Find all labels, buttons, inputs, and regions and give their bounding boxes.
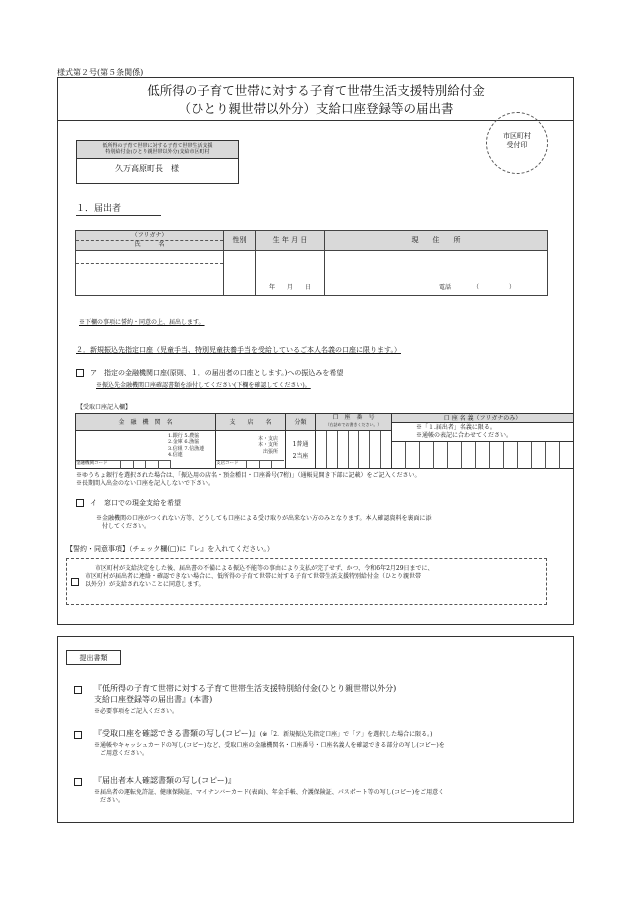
submission-item-2-checkbox[interactable] — [74, 731, 82, 739]
title-line-2: （ひとり親世帯以外分）支給口座登録等の届出書 — [178, 101, 454, 117]
submission-item-1-line-2: 支給口座登録等の届出書』(本書) — [94, 695, 213, 705]
submission-item-3 — [74, 775, 564, 805]
bank-kind-2: 2.金庫 — [168, 439, 183, 446]
pledge-title: 【誓約・同意事項】（チェック欄(□)に『レ』を入れてください。） — [66, 545, 274, 553]
submission-item-2-note — [94, 742, 564, 758]
bank-name-field[interactable] — [76, 431, 216, 468]
bank-kind-5: 5.農協 — [184, 433, 200, 439]
birth-field[interactable] — [256, 251, 325, 296]
submission-item-3-line-1: 『届出者本人確認書類の写し(コピー)』 — [94, 776, 236, 785]
addressee-header — [77, 141, 238, 159]
submission-item-1 — [74, 683, 564, 716]
bank-kind-6: 6.漁協 — [184, 439, 200, 446]
branch-code-boxes[interactable] — [216, 460, 284, 469]
branch-kind-3: 出張所 — [263, 448, 279, 455]
option-b-note-1: ※金融機関の口座がつくれない方等、どうしても口座による受け取りが出来ない方のみとなります。本人確認資料を裏面に添 — [96, 515, 432, 522]
col-account: 口 座 番 号 — [332, 414, 375, 421]
col-name: 氏 名 — [76, 240, 223, 249]
branch-kind-1: 本・支店 — [258, 436, 279, 442]
submission-item-3-note-1: ※届出者の運転免許証、健康保険証、マイナンバーカード(表面)、年金手帳、介護保険証、パスポート等の写し(コピー)をご用意く — [94, 789, 445, 797]
type-current[interactable]: 2当座 — [292, 452, 309, 460]
pledge-text — [85, 565, 543, 588]
title-line-1: 低所得の子育て世帯に対する子育て世帯生活支援特別給付金 — [147, 83, 485, 98]
submission-item-2 — [74, 728, 564, 758]
col-branch: 支 店 名 — [216, 414, 286, 431]
addressee-value[interactable]: 久万高原町長 様 — [115, 164, 179, 173]
header-furigana-name — [76, 231, 224, 251]
name-cell[interactable] — [76, 251, 224, 296]
bank-kind-1: 1.銀行 — [168, 433, 183, 439]
bank-kind-3: 3.信組 — [168, 445, 183, 452]
addressee-header-1: 低所得の子育て世帯に対する子育て世帯生活支援 — [102, 143, 213, 149]
applicant-table — [75, 230, 548, 296]
section1-title-underline — [76, 215, 161, 216]
form-title — [60, 82, 572, 118]
phone-field[interactable]: （ ） — [472, 284, 515, 292]
bank-code-label: 金融機関コード — [76, 461, 121, 469]
option-a[interactable] — [76, 369, 343, 378]
holder-note-2: ※通帳の表記に合わせてください。 — [416, 431, 513, 439]
account-number-field[interactable] — [316, 431, 392, 468]
birth-date-units: 年 月 日 — [268, 284, 311, 292]
submission-item-1-text — [94, 683, 564, 705]
addressee-header-2: 特別給付金(ひとり親世帯以外分)支給市区町村 — [105, 149, 210, 156]
bank-kind-7: 7.信漁連 — [184, 445, 205, 452]
bank-table — [75, 413, 574, 469]
pledge-box — [66, 558, 547, 605]
yucho-note-2: ※長期間入出金のない口座を記入しないで下さい。 — [76, 479, 215, 487]
submission-item-3-note-2: ださい。 — [100, 796, 125, 804]
submission-label: 提出書類 — [66, 650, 121, 665]
branch-name-field[interactable] — [216, 431, 286, 468]
option-b-note — [96, 515, 556, 531]
col-account-cell — [316, 414, 392, 431]
col-furigana: （フリガナ） — [131, 232, 168, 240]
phone-label: 電話 — [439, 284, 452, 292]
col-holder: 口 座 名 義（フリガナのみ） — [392, 414, 573, 423]
option-b-label: イ 窓口での現金支給を希望 — [90, 499, 181, 507]
section2-title: ２．新規振込先指定口座（児童手当、特別児童扶養手当を受給しているご本人名義の口座に限ります。） — [76, 346, 401, 354]
name-field[interactable] — [76, 264, 223, 295]
submission-item-2-text — [94, 728, 564, 739]
form-number: 様式第２号(第５条関係) — [57, 68, 144, 77]
submission-item-3-note — [94, 789, 564, 805]
option-a-note: ※振込先金融機関口座確認書類を添付してください(下欄を確認してください)。 — [96, 382, 311, 389]
submission-item-2-note-1: ※通帳やキャッシュカードの写し(コピー)など、受取口座の金融機関名・口座番号・口座名義人を確認できる部分の写し(コピー)を — [94, 742, 445, 750]
yucho-notes — [76, 472, 421, 488]
submission-item-2-note-2: ご用意ください。 — [100, 749, 149, 757]
col-type: 分類 — [286, 414, 316, 431]
branch-kinds — [258, 436, 278, 455]
furigana-field[interactable] — [76, 251, 223, 264]
holder-notes — [416, 424, 512, 440]
account-type-field[interactable] — [286, 431, 316, 468]
bank-kind-4: 4.信連 — [168, 451, 183, 458]
option-b-note-2: 付してください。 — [102, 522, 151, 530]
holder-note-1: ※「１.届出者」名義に限る。 — [416, 424, 496, 431]
bank-kinds — [168, 433, 204, 458]
section1-title: １．届出者 — [76, 204, 122, 214]
stamp-label-2: 受付印 — [506, 141, 528, 150]
agree-note: ※下欄の事項に誓約・同意の上、届出します。 — [79, 319, 205, 326]
col-birth: 生 年 月 日 — [256, 231, 325, 251]
holder-field[interactable] — [392, 441, 573, 469]
col-sex: 性別 — [224, 231, 256, 251]
branch-kind-2: 本・支所 — [258, 442, 279, 449]
pledge-text-1: 市区町村が支給決定をした後、届出書の不備による振込不能等の事由により支払が完了せず、かつ、令和6年2月29日までに、 — [95, 565, 434, 572]
reception-stamp — [486, 112, 548, 174]
option-a-checkbox[interactable] — [76, 369, 84, 377]
col-account-sub: （右詰めでお書きください。） — [325, 421, 382, 427]
option-b-checkbox[interactable] — [76, 499, 84, 507]
bank-section-label: 【受取口座記入欄】 — [77, 404, 132, 411]
pledge-text-3: 以外分）が支給されないことに同意します。 — [85, 580, 205, 588]
option-a-label: ア 指定の金融機関口座(原則、１．の届出者の口座とします。)への振込みを希望 — [90, 369, 344, 377]
submission-item-3-checkbox[interactable] — [74, 778, 82, 786]
yucho-note-1: ※ゆうちょ銀行を選択された場合は、「振込用の店名・預金種目・口座番号(7桁)」（通帳見開き下部に記載）をご記入ください。 — [76, 472, 421, 479]
pledge-checkbox[interactable] — [71, 578, 79, 586]
branch-code-label: 支店コード — [216, 461, 247, 469]
bank-code-boxes[interactable] — [76, 460, 171, 469]
address-field[interactable] — [325, 251, 548, 296]
submission-item-1-checkbox[interactable] — [74, 686, 82, 694]
stamp-label-1: 市区町村 — [503, 132, 531, 140]
sex-field[interactable] — [224, 251, 256, 296]
col-address: 現 住 所 — [325, 231, 548, 251]
col-bank: 金 融 機 関 名 — [76, 414, 216, 431]
submission-item-2-line-1: 『受取口座を確認できる書類の写し(コピー)』 — [94, 729, 260, 738]
option-b[interactable] — [76, 499, 181, 508]
pledge-text-2: 市区町村が届出者に連絡・確認できない場合に、低所得の子育て世帯に対する子育て世帯生活支援特別給付金（ひとり親世帯 — [85, 572, 422, 580]
addressee-box — [76, 140, 239, 184]
submission-item-1-note: ※必要事項をご記入ください。 — [94, 708, 179, 716]
submission-item-2-suffix: (※「2．新規振込先指定口座」で「ア」を選択した場合に限る。) — [259, 731, 433, 738]
submission-item-1-line-1: 『低所得の子育て世帯に対する子育て世帯生活支援特別給付金(ひとり親世帯以外分) — [94, 684, 397, 693]
type-ordinary[interactable]: 1普通 — [292, 441, 309, 448]
